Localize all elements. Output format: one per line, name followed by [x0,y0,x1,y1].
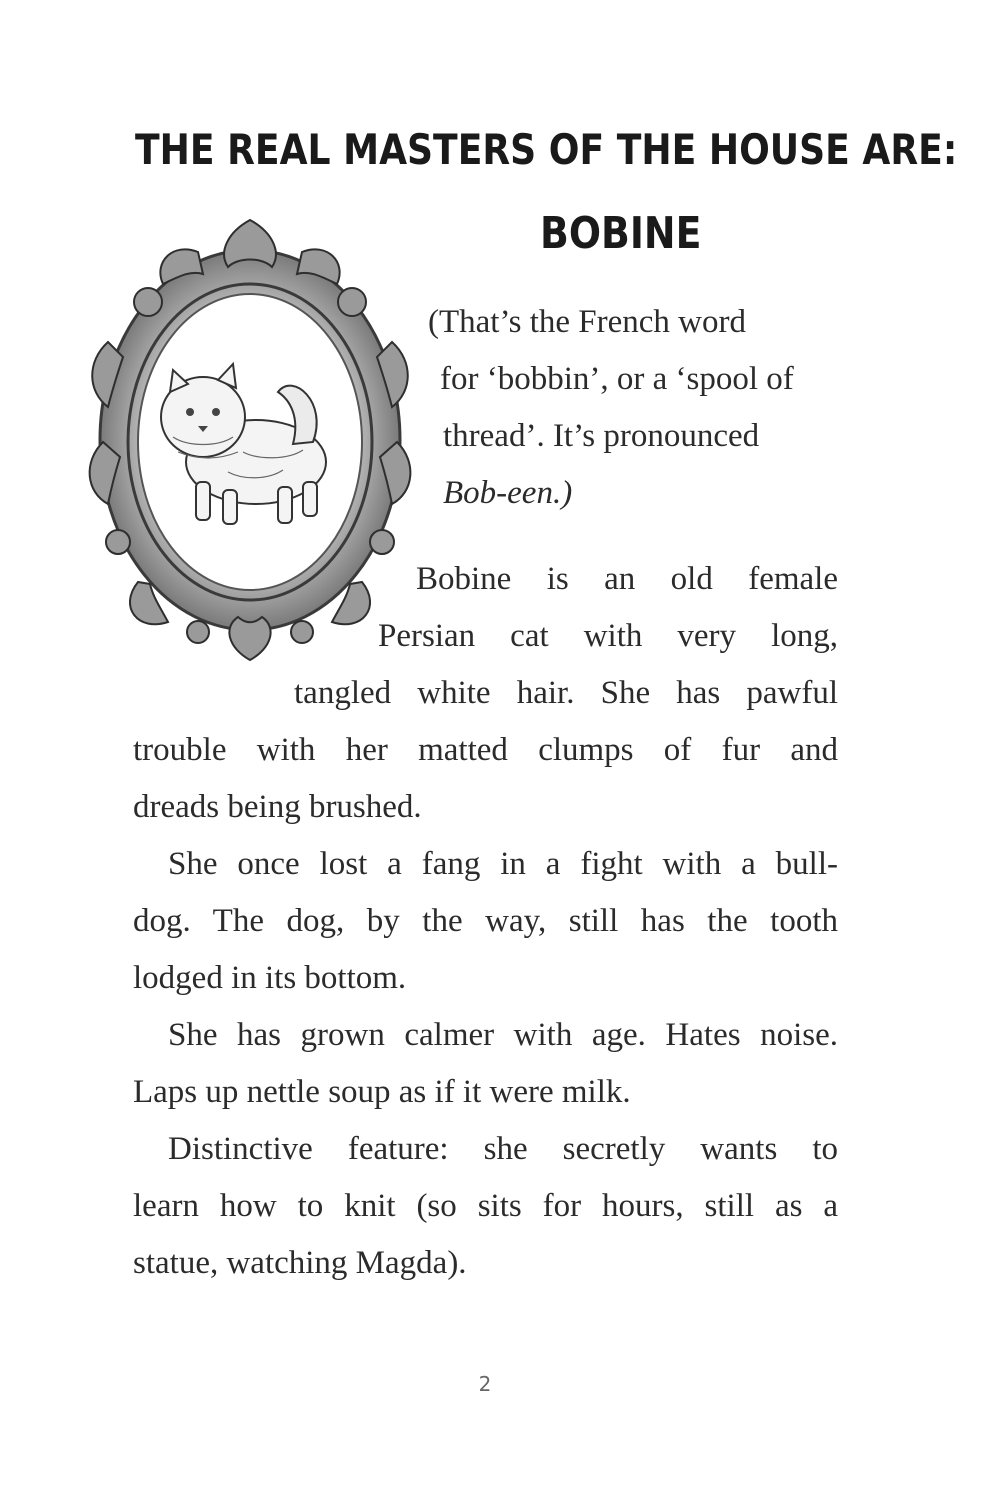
paragraph-line: She has grown calmer with age. Hates noise. [168,1017,838,1053]
page-number: 2 [478,1372,492,1396]
page-heading: THE REAL MASTERS OF THE HOUSE ARE: [135,125,958,174]
paragraph-line: She once lost a fang in a fight with a bull- [168,846,838,882]
paragraph-line: Laps up nettle soup as if it were milk. [133,1074,631,1110]
paragraph-line: learn how to knit (so sits for hours, still as a [133,1188,838,1224]
paragraph-line: dog. The dog, by the way, still has the tooth [133,903,838,939]
note-line: thread’. It’s pronounced [443,418,760,454]
paragraph-line: lodged in its bottom. [133,960,407,996]
cat-name-heading: BOBINE [540,208,702,259]
paragraph-line: tangled white hair. She has pawful [294,675,838,711]
paragraph-line: Bobine is an old female [416,561,838,597]
paragraph-line: Persian cat with very long, [378,618,838,654]
ornate-mirror-frame-with-persian-cat-icon [78,212,422,662]
paragraph-line: Distinctive feature: she secretly wants to [168,1131,838,1167]
paragraph-line: dreads being brushed. [133,789,422,825]
paragraph-line: trouble with her matted clumps of fur and [133,732,838,768]
note-line: for ‘bobbin’, or a ‘spool of [440,361,794,397]
note-line: (That’s the French word [428,304,746,340]
paragraph-line: statue, watching Magda). [133,1245,467,1281]
note-line: Bob-een.) [443,475,573,511]
